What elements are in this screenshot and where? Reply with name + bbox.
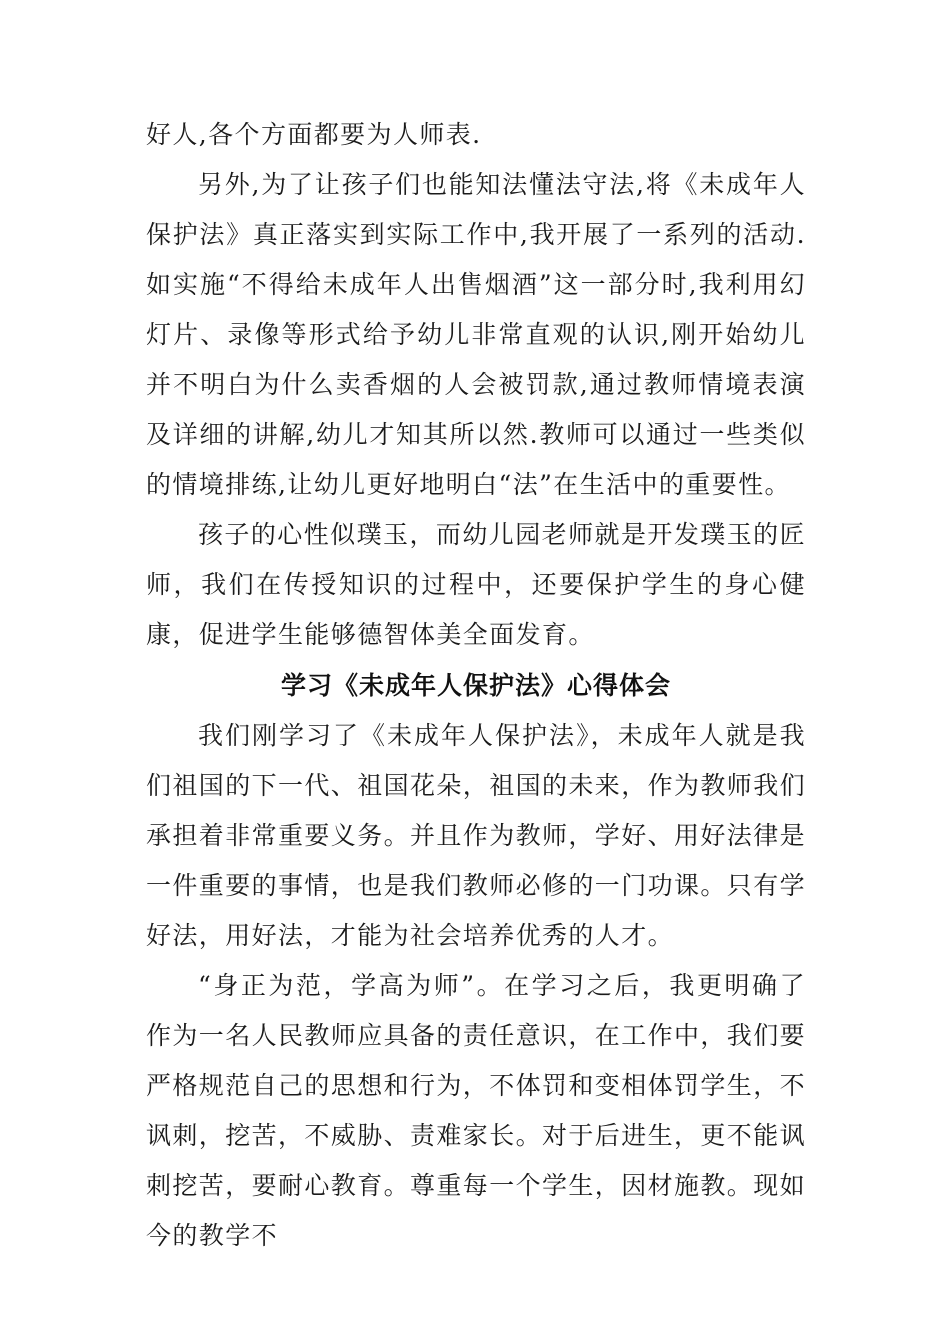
paragraph-study-law: 我们刚学习了《未成年人保护法》，未成年人就是我们祖国的下一代、祖国花朵，祖国的未来，作为教师我们承担着非常重要义务。并且作为教师，学好、用好法律是一件重要的事情，也是我们教师必修的一门功课。只有学好法，用好法，才能为社会培养优秀的人才。 (146, 721, 807, 950)
paragraph-law-activities: 另外,为了让孩子们也能知法懂法守法,将《未成年人保护法》真正落实到实际工作中,我开展了一系列的活动.如实施“不得给未成年人出售烟酒”这一部分时,我利用幻灯片、录像等形式给予幼儿非常直观的认识,刚开始幼儿并不明白为什么卖香烟的人会被罚款,通过教师情境表演及详细的讲解,幼儿才知其所以然.教师可以通过一些类似的情境排练,让幼儿更好地明白“法”在生活中的重要性。 (146, 170, 806, 499)
paragraph-jade-metaphor: 孩子的心性似璞玉，而幼儿园老师就是开发璞玉的匠师，我们在传授知识的过程中，还要保护学生的身心健康，促进学生能够德智体美全面发育。 (146, 520, 806, 649)
paragraph-continuation: 好人,各个方面都要为人师表. (146, 120, 482, 149)
paragraph-teacher-role: “身正为范，学高为师”。在学习之后，我更明确了作为一名人民教师应具备的责任意识，在工作中，我们要严格规范自己的思想和行为，不体罚和变相体罚学生，不讽刺，挖苦，不威胁、责难家长。对于后进生，更不能讽刺挖苦，要耐心教育。尊重每一个学生，因材施教。现如今的教学不 (146, 971, 807, 1250)
section-heading: 学习《未成年人保护法》心得体会 (280, 671, 671, 700)
document-body (146, 110, 806, 1261)
